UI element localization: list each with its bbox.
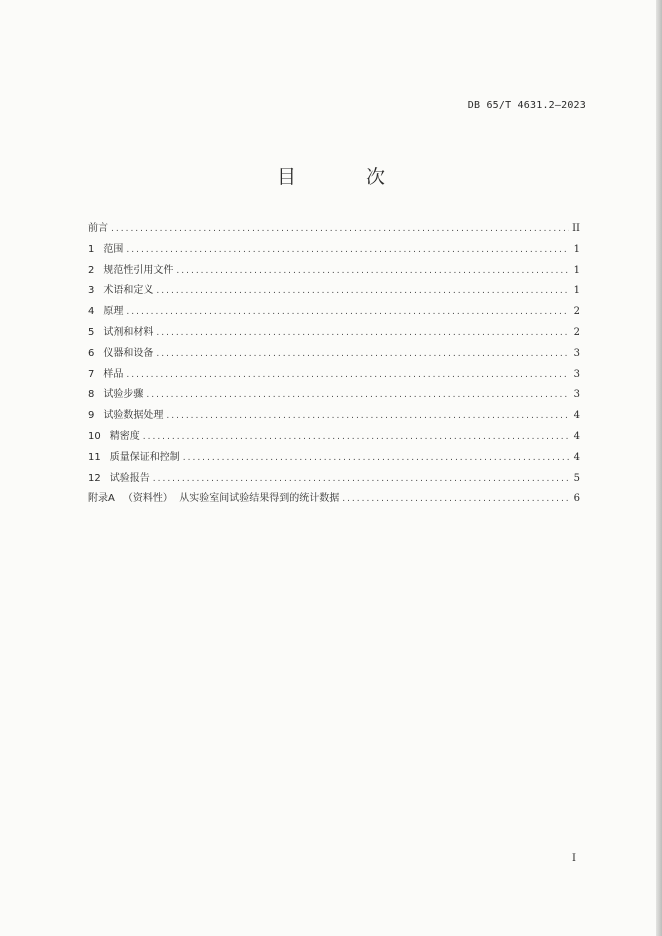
standard-code: DB 65/T 4631.2—2023 xyxy=(467,100,586,111)
toc-entry-label: 仪器和设备 xyxy=(103,347,154,359)
toc-entry-page: 5 xyxy=(573,472,580,484)
toc-entry-label: 范围 xyxy=(103,243,124,255)
toc-entry-label: 前言 xyxy=(88,223,108,234)
toc-entry-number: 4 xyxy=(88,306,95,318)
toc-entry[interactable] xyxy=(88,219,580,240)
toc-leader-dots xyxy=(153,474,569,484)
toc-entry-page: 2 xyxy=(573,306,580,318)
toc-leader-dots xyxy=(126,245,569,255)
toc-entry[interactable] xyxy=(88,427,580,448)
toc-entry-page: 1 xyxy=(573,285,580,297)
scan-edge xyxy=(656,0,662,936)
toc-entry-page: 4 xyxy=(573,430,580,442)
toc-leader-dots xyxy=(166,411,569,421)
toc-entry-label: （资料性） 从实验室间试验结果得到的统计数据 xyxy=(122,493,340,505)
toc-entry-label: 规范性引用文件 xyxy=(103,264,174,276)
toc-leader-dots xyxy=(111,224,569,234)
toc-entry-page: 3 xyxy=(573,389,580,401)
toc-entry-label: 试验步骤 xyxy=(103,389,144,401)
toc-entry-page: 4 xyxy=(573,410,580,422)
table-of-contents xyxy=(88,219,580,510)
toc-entry-page: 2 xyxy=(573,326,580,338)
toc-entry-number: 1 xyxy=(88,243,95,255)
toc-entry-number: 10 xyxy=(88,430,101,442)
page-number: I xyxy=(572,853,576,864)
toc-entry[interactable] xyxy=(88,302,580,323)
toc-entry-page: 1 xyxy=(573,264,580,276)
toc-entry-page: 3 xyxy=(573,347,580,359)
toc-entry-number: 附录A xyxy=(88,493,115,505)
toc-entry[interactable] xyxy=(88,261,580,282)
toc-entry[interactable] xyxy=(88,323,580,344)
toc-title: 目 次 xyxy=(276,166,418,188)
toc-entry[interactable] xyxy=(88,406,580,427)
toc-leader-dots xyxy=(183,453,569,463)
toc-leader-dots xyxy=(156,286,569,296)
toc-entry-label: 术语和定义 xyxy=(103,285,154,297)
toc-entry[interactable] xyxy=(88,469,580,490)
toc-leader-dots xyxy=(342,494,569,504)
toc-entry-label: 试剂和材料 xyxy=(103,326,154,338)
toc-entry-number: 11 xyxy=(88,451,101,463)
toc-entry-number: 3 xyxy=(88,285,95,297)
toc-entry[interactable] xyxy=(88,344,580,365)
toc-entry-number: 6 xyxy=(88,347,95,359)
toc-leader-dots xyxy=(156,349,569,359)
toc-entry-label: 原理 xyxy=(103,306,124,318)
toc-entry-number: 2 xyxy=(88,264,95,276)
toc-entry[interactable] xyxy=(88,365,580,386)
toc-entry-label: 试验报告 xyxy=(109,472,150,484)
toc-entry-page: 4 xyxy=(573,451,580,463)
toc-entry-number: 8 xyxy=(88,389,95,401)
toc-entry[interactable] xyxy=(88,385,580,406)
toc-entry[interactable] xyxy=(88,240,580,261)
toc-leader-dots xyxy=(176,266,569,276)
toc-entry-label: 样品 xyxy=(103,368,124,380)
toc-entry-number: 5 xyxy=(88,326,95,338)
toc-entry-page: 3 xyxy=(573,368,580,380)
toc-entry-page: 1 xyxy=(573,243,580,255)
toc-leader-dots xyxy=(126,370,569,380)
toc-entry-label: 精密度 xyxy=(109,430,140,442)
toc-leader-dots xyxy=(143,432,569,442)
toc-entry-label: 质量保证和控制 xyxy=(109,451,180,463)
toc-entry-number: 7 xyxy=(88,368,95,380)
toc-entry[interactable] xyxy=(88,281,580,302)
toc-entry-number: 9 xyxy=(88,410,95,422)
toc-leader-dots xyxy=(146,390,569,400)
toc-leader-dots xyxy=(156,328,569,338)
toc-entry-label: 试验数据处理 xyxy=(103,410,164,422)
toc-entry[interactable] xyxy=(88,489,580,510)
toc-entry-page: II xyxy=(572,223,580,234)
toc-entry[interactable] xyxy=(88,448,580,469)
toc-leader-dots xyxy=(126,307,569,317)
toc-entry-page: 6 xyxy=(573,493,580,505)
toc-entry-number: 12 xyxy=(88,472,101,484)
